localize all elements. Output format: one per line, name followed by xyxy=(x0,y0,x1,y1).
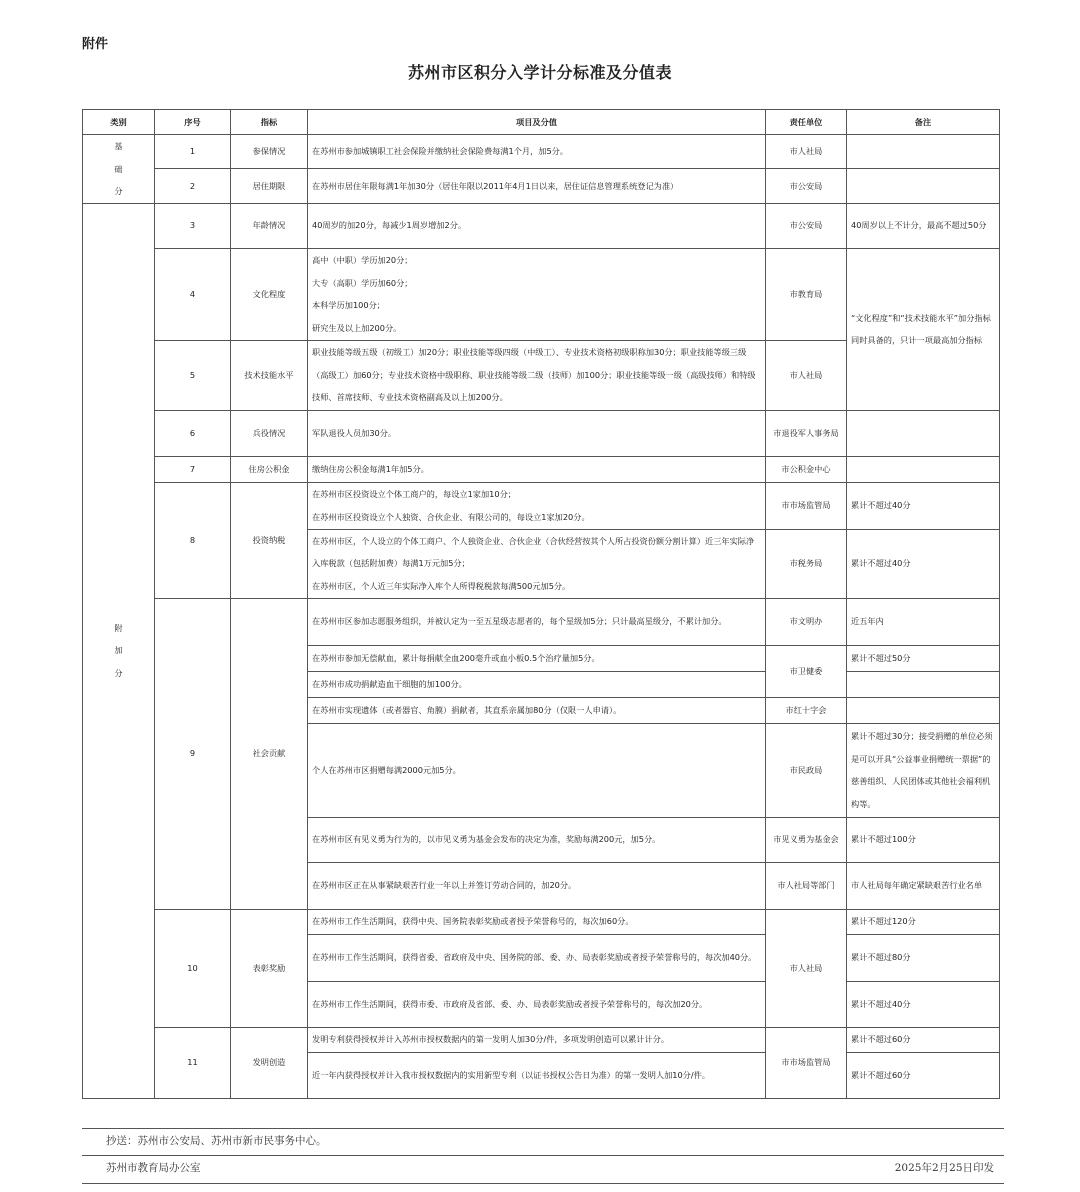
row-indicator: 投资纳税 xyxy=(231,482,308,598)
row-remark xyxy=(847,671,1000,697)
col-header-no: 序号 xyxy=(155,110,231,135)
points-table xyxy=(82,109,1000,1099)
category-basic: 基 础 分 xyxy=(83,135,155,204)
row-item: 缴纳住房公积金每满1年加5分。 xyxy=(308,456,766,482)
row-item: 在苏州市区有见义勇为行为的，以市见义勇为基金会发布的决定为准，奖励每满200元，加5分。 xyxy=(308,817,766,862)
col-header-items: 项目及分值 xyxy=(308,110,766,135)
row-item: 在苏州市工作生活期间，获得市委、市政府及省部、委、办、局表彰奖励或者授予荣誉称号的，每次加20分。 xyxy=(308,981,766,1027)
row-item: 高中（中职）学历加20分； 大专（高职）学历加60分； 本科学历加100分； 研究生及以上加200分。 xyxy=(308,248,766,340)
row-remark: 累计不超过100分 xyxy=(847,817,1000,862)
table-row xyxy=(83,598,1000,645)
row-unit: 市公安局 xyxy=(766,203,847,248)
row-item: 在苏州市工作生活期间，获得中央、国务院表彰奖励或者授予荣誉称号的，每次加60分。 xyxy=(308,909,766,934)
row-unit: 市退役军人事务局 xyxy=(766,410,847,456)
row-indicator: 技术技能水平 xyxy=(231,340,308,410)
row-item: 在苏州市成功捐献造血干细胞的加100分。 xyxy=(308,671,766,697)
row-remark: 累计不超过60分 xyxy=(847,1052,1000,1098)
row-item: 职业技能等级五级（初级工）加20分；职业技能等级四级（中级工）、专业技术资格初级职称加30分；职业技能等级三级（高级工）加60分；专业技术资格中级职称、职业技能等级二级（技师）加100分；职业技能等级一级（高级技师）和特级技师、首席技师、专业技术资格副高及以上加200分。 xyxy=(308,340,766,410)
row-unit: 市卫健委 xyxy=(766,645,847,697)
row-item: 在苏州市居住年限每满1年加30分（居住年限以2011年4月1日以来，居住证信息管理系统登记为准） xyxy=(308,169,766,203)
row-item: 在苏州市实现遗体（或者器官、角膜）捐献者，其直系亲属加80分（仅限一人申请）。 xyxy=(308,697,766,723)
row-item: 个人在苏州市区捐赠每满2000元加5分。 xyxy=(308,723,766,817)
row-remark: 累计不超过40分 xyxy=(847,482,1000,529)
col-header-indicator: 指标 xyxy=(231,110,308,135)
row-remark: 累计不超过120分 xyxy=(847,909,1000,934)
footer-issuer: 苏州市教育局办公室 xyxy=(106,1162,201,1174)
row-item: 发明专利获得授权并计入苏州市授权数据内的第一发明人加30分/件，多项发明创造可以累计计分。 xyxy=(308,1027,766,1052)
row-remark: 累计不超过40分 xyxy=(847,529,1000,598)
row-indicator: 文化程度 xyxy=(231,248,308,340)
row-unit: 市见义勇为基金会 xyxy=(766,817,847,862)
row-unit: 市人社局等部门 xyxy=(766,862,847,909)
category-additional: 附 加 分 xyxy=(83,203,155,1098)
row-unit: 市教育局 xyxy=(766,248,847,340)
row-indicator: 社会贡献 xyxy=(231,598,308,909)
row-remark: 累计不超过60分 xyxy=(847,1027,1000,1052)
row-unit: 市人社局 xyxy=(766,909,847,1027)
row-no: 7 xyxy=(155,456,231,482)
footer-divider-bottom xyxy=(82,1183,1004,1184)
row-item: 在苏州市区正在从事紧缺艰苦行业一年以上并签订劳动合同的，加20分。 xyxy=(308,862,766,909)
row-remark: 累计不超过30分；接受捐赠的单位必须是可以开具“公益事业捐赠统一票据”的慈善组织、人民团体或其他社会福利机构等。 xyxy=(847,723,1000,817)
row-unit: 市公安局 xyxy=(766,169,847,203)
page-title: 苏州市区积分入学计分标准及分值表 xyxy=(407,63,672,82)
row-remark: 累计不超过80分 xyxy=(847,934,1000,981)
table-row xyxy=(83,410,1000,456)
row-item: 军队退役人员加30分。 xyxy=(308,410,766,456)
row-unit: 市文明办 xyxy=(766,598,847,645)
col-header-remark: 备注 xyxy=(847,110,1000,135)
row-unit: 市市场监管局 xyxy=(766,1027,847,1098)
row-remark xyxy=(847,135,1000,169)
row-unit: 市市场监管局 xyxy=(766,482,847,529)
footer-date: 2025年2月25日印发 xyxy=(894,1162,994,1174)
table-row xyxy=(83,909,1000,934)
attachment-label: 附件 xyxy=(82,37,109,52)
row-unit: 市公积金中心 xyxy=(766,456,847,482)
row-indicator: 居住期限 xyxy=(231,169,308,203)
row-unit: 市人社局 xyxy=(766,340,847,410)
row-remark xyxy=(847,169,1000,203)
row-no: 1 xyxy=(155,135,231,169)
row-unit: 市民政局 xyxy=(766,723,847,817)
row-no: 8 xyxy=(155,482,231,598)
row-remark: 市人社局每年确定紧缺艰苦行业名单 xyxy=(847,862,1000,909)
row-remark: “文化程度”和“技术技能水平”加分指标同时具备的，只计一项最高加分指标 xyxy=(847,248,1000,410)
row-no: 6 xyxy=(155,410,231,456)
row-indicator: 参保情况 xyxy=(231,135,308,169)
row-item: 40周岁的加20分，每减少1周岁增加2分。 xyxy=(308,203,766,248)
row-indicator: 住房公积金 xyxy=(231,456,308,482)
table-row xyxy=(83,203,1000,248)
row-item: 在苏州市工作生活期间，获得省委、省政府及中央、国务院的部、委、办、局表彰奖励或者授予荣誉称号的，每次加40分。 xyxy=(308,934,766,981)
row-item: 在苏州市区投资设立个体工商户的，每设立1家加10分； 在苏州市区投资设立个人独资、合伙企业、有限公司的，每设立1家加20分。 xyxy=(308,482,766,529)
row-item: 在苏州市区，个人设立的个体工商户、个人独资企业、合伙企业（合伙经营按其个人所占投资份额分割计算）近三年实际净入库税款（包括附加费）每满1万元加5分； 在苏州市区，个人近三年实际净入库个人所得税税款每满500元加5分。 xyxy=(308,529,766,598)
row-no: 11 xyxy=(155,1027,231,1098)
row-item: 在苏州市参加城镇职工社会保险并缴纳社会保险费每满1个月，加5分。 xyxy=(308,135,766,169)
row-no: 3 xyxy=(155,203,231,248)
row-no: 4 xyxy=(155,248,231,340)
table-row xyxy=(83,1027,1000,1052)
row-no: 9 xyxy=(155,598,231,909)
table-header-row xyxy=(83,110,1000,135)
row-no: 2 xyxy=(155,169,231,203)
row-remark: 累计不超过40分 xyxy=(847,981,1000,1027)
row-indicator: 兵役情况 xyxy=(231,410,308,456)
col-header-category: 类别 xyxy=(83,110,155,135)
col-header-unit: 责任单位 xyxy=(766,110,847,135)
row-indicator: 表彰奖励 xyxy=(231,909,308,1027)
row-remark xyxy=(847,456,1000,482)
table-row xyxy=(83,248,1000,340)
row-no: 5 xyxy=(155,340,231,410)
table-row xyxy=(83,482,1000,529)
row-item: 近一年内获得授权并计入我市授权数据内的实用新型专利（以证书授权公告日为准）的第一发明人加10分/件。 xyxy=(308,1052,766,1098)
row-indicator: 年龄情况 xyxy=(231,203,308,248)
row-unit: 市红十字会 xyxy=(766,697,847,723)
row-unit: 市人社局 xyxy=(766,135,847,169)
footer-divider-top xyxy=(82,1128,1004,1129)
table-row xyxy=(83,169,1000,203)
row-remark: 近五年内 xyxy=(847,598,1000,645)
row-remark xyxy=(847,697,1000,723)
table-row xyxy=(83,456,1000,482)
row-item: 在苏州市区参加志愿服务组织，并被认定为一至五星级志愿者的，每个星级加5分；只计最高星级分，不累计加分。 xyxy=(308,598,766,645)
row-indicator: 发明创造 xyxy=(231,1027,308,1098)
row-no: 10 xyxy=(155,909,231,1027)
table-row xyxy=(83,135,1000,169)
footer-cc: 抄送：苏州市公安局、苏州市新市民事务中心。 xyxy=(106,1135,327,1147)
row-unit: 市税务局 xyxy=(766,529,847,598)
footer-divider-mid xyxy=(82,1155,1004,1156)
row-remark: 40周岁以上不计分，最高不超过50分 xyxy=(847,203,1000,248)
row-remark xyxy=(847,410,1000,456)
row-remark: 累计不超过50分 xyxy=(847,645,1000,671)
row-item: 在苏州市参加无偿献血，累计每捐献全血200毫升或血小板0.5个治疗量加5分。 xyxy=(308,645,766,671)
